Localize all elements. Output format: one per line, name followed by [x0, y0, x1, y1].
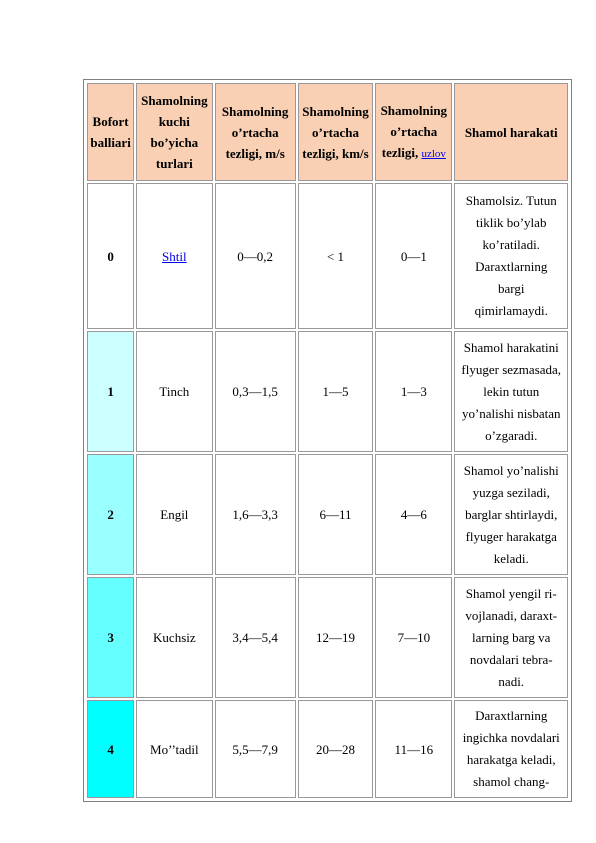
wind-type-cell: Tinch — [136, 331, 212, 452]
wind-type-cell — [136, 183, 212, 329]
wind-type-cell: Kuchsiz — [136, 577, 212, 698]
header-beaufort-ball: Bofort balliari — [87, 83, 134, 181]
speed-kms-cell: 1—5 — [298, 331, 373, 452]
table-row — [87, 331, 568, 452]
wind-effect-cell: Daraxtlarning ingichka novdalari harakatga keladi, shamol chang- — [454, 700, 568, 798]
header-speed-knots: Shamolning o’rtacha tezligi, uzlov — [375, 83, 452, 181]
beaufort-ball-cell: 1 — [87, 331, 134, 452]
wind-effect-cell: Shamol yo’nalishi yuzga seziladi, barglar shtirlaydi, flyuger harakatga keladi. — [454, 454, 568, 575]
header-row — [87, 83, 568, 181]
speed-ms-cell: 5,5—7,9 — [215, 700, 296, 798]
speed-ms-cell: 1,6—3,3 — [215, 454, 296, 575]
header-speed-kms: Shamolning o’rtacha tezligi, km/s — [298, 83, 373, 181]
speed-knots-cell: 4—6 — [375, 454, 452, 575]
header-wind-effect: Shamol harakati — [454, 83, 568, 181]
header-speed-ms: Shamolning o’rtacha tezligi, m/s — [215, 83, 296, 181]
speed-ms-cell: 0—0,2 — [215, 183, 296, 329]
speed-knots-cell: 11—16 — [375, 700, 452, 798]
wind-effect-cell: Shamol harakatini flyuger sezmasada, lekin tutun yo’nalishi nisbatan o’zgaradi. — [454, 331, 568, 452]
beaufort-ball-cell: 2 — [87, 454, 134, 575]
table-row — [87, 700, 568, 798]
beaufort-table — [85, 81, 570, 800]
uzlov-link[interactable]: uzlov — [421, 147, 446, 160]
speed-kms-cell: 20—28 — [298, 700, 373, 798]
wind-effect-cell: Shamol yengil ri- vojlanadi, daraxt- larning barg va novdalari tebra- nadi. — [454, 577, 568, 698]
speed-ms-cell: 3,4—5,4 — [215, 577, 296, 698]
beaufort-table-frame — [83, 79, 572, 802]
header-wind-type: Shamolning kuchi bo’yicha turlari — [136, 83, 212, 181]
beaufort-ball-cell: 3 — [87, 577, 134, 698]
speed-knots-cell: 7—10 — [375, 577, 452, 698]
beaufort-ball-cell: 4 — [87, 700, 134, 798]
table-row — [87, 454, 568, 575]
wind-type-cell: Engil — [136, 454, 212, 575]
beaufort-ball-cell: 0 — [87, 183, 134, 329]
shtil-link[interactable]: Shtil — [162, 248, 187, 264]
table-row — [87, 577, 568, 698]
speed-kms-cell: < 1 — [298, 183, 373, 329]
wind-type-cell: Mo’’tadil — [136, 700, 212, 798]
speed-kms-cell: 6—11 — [298, 454, 373, 575]
wind-effect-cell: Shamolsiz. Tutun tiklik bo’ylab ko’ratiladi. Daraxtlarning bargi qimirlamaydi. — [454, 183, 568, 329]
table-row — [87, 183, 568, 329]
speed-knots-cell: 1—3 — [375, 331, 452, 452]
speed-kms-cell: 12—19 — [298, 577, 373, 698]
speed-knots-cell: 0—1 — [375, 183, 452, 329]
speed-ms-cell: 0,3—1,5 — [215, 331, 296, 452]
